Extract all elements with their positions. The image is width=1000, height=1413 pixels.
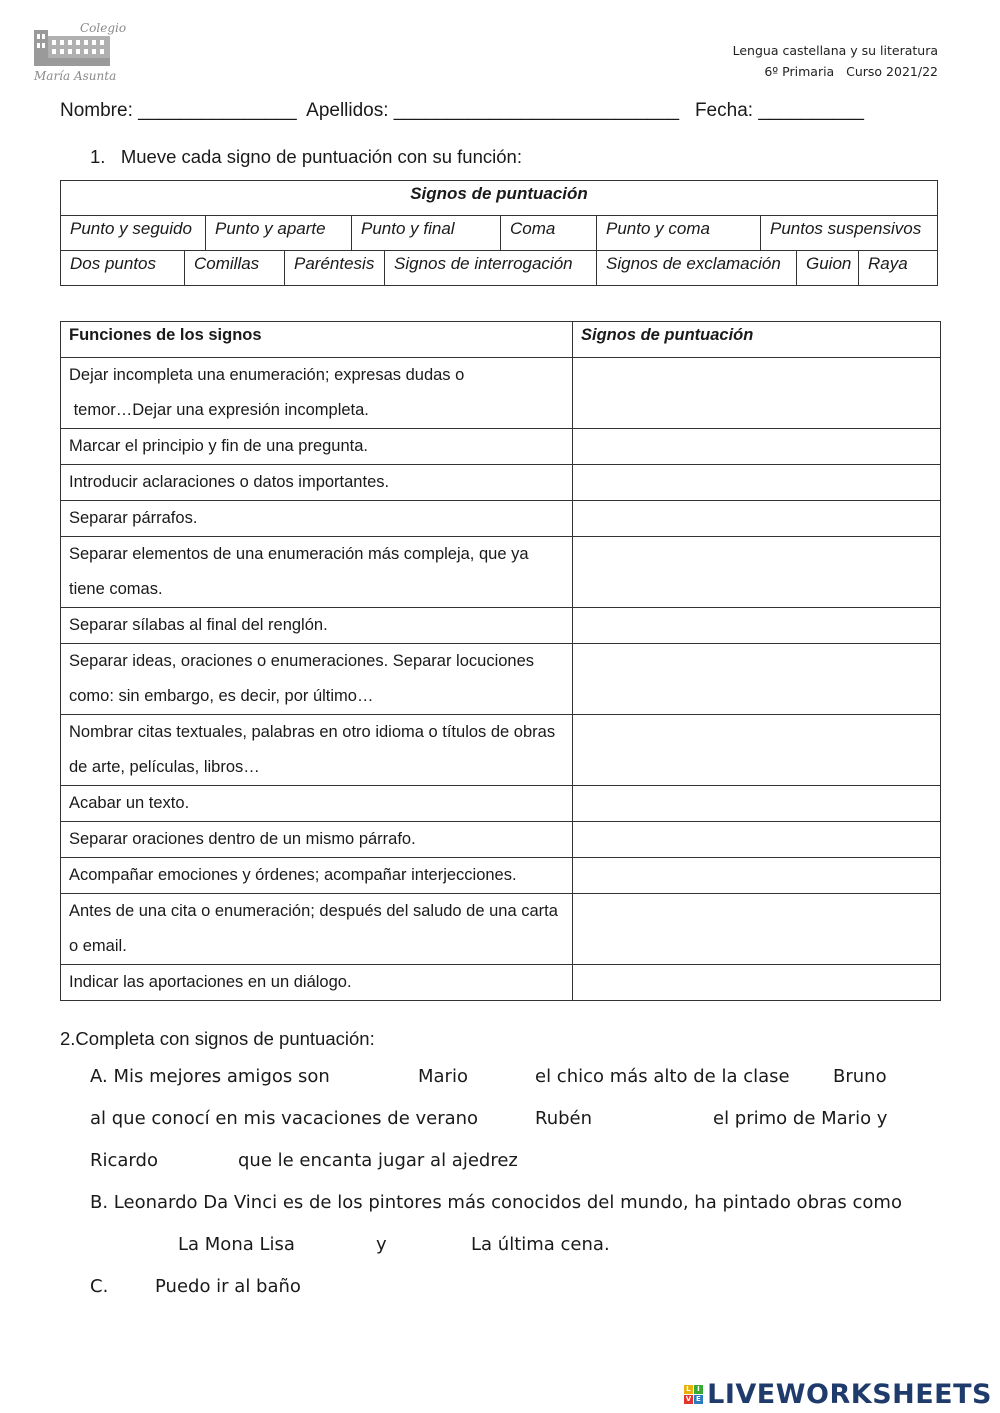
- sign-drop-target[interactable]: [573, 501, 941, 537]
- function-text: Separar ideas, oraciones o enumeraciones. Separar locuciones como: sin embargo, es decir, por último…: [61, 644, 573, 715]
- sign-chip[interactable]: Paréntesis: [285, 251, 385, 286]
- function-text: Antes de una cita o enumeración; después del saludo de una carta o email.: [61, 894, 573, 965]
- table-row: [61, 715, 941, 786]
- sign-chip[interactable]: Signos de interrogación: [385, 251, 597, 286]
- signs-bank-table: [60, 180, 938, 286]
- table-row: [61, 644, 941, 715]
- exercise-a-text: que le encanta jugar al ajedrez: [238, 1150, 518, 1171]
- sign-chip[interactable]: Punto y final: [352, 216, 501, 250]
- function-text: Introducir aclaraciones o datos importantes.: [61, 465, 573, 501]
- sign-drop-target[interactable]: [573, 465, 941, 501]
- exercise-a-text: al que conocí en mis vacaciones de verano: [90, 1108, 479, 1129]
- question-1-title: 1. Mueve cada signo de puntuación con su función:: [90, 146, 522, 167]
- table-row: [61, 358, 941, 429]
- table-row: [61, 858, 941, 894]
- signs-bank-title: Signos de puntuación: [61, 181, 937, 216]
- function-text: Dejar incompleta una enumeración; expresas dudas o temor…Dejar una expresión incompleta.: [61, 358, 573, 429]
- exercise-a-text: el primo de Mario y: [713, 1108, 888, 1129]
- logo-line2: María Asunta: [34, 69, 117, 83]
- liveworksheets-badge-icon: L I V E: [685, 1384, 702, 1403]
- function-text: Separar sílabas al final del renglón.: [61, 608, 573, 644]
- sign-drop-target[interactable]: [573, 608, 941, 644]
- sign-drop-target[interactable]: [573, 429, 941, 465]
- exercise-a-text: Ricardo: [90, 1150, 158, 1171]
- exercise-b-text: La Mona Lisa: [178, 1234, 295, 1255]
- functions-column-header: Funciones de los signos: [61, 322, 573, 358]
- function-text: Acompañar emociones y órdenes; acompañar interjecciones.: [61, 858, 573, 894]
- exercise-b-text: B. Leonardo Da Vinci es de los pintores más conocidos del mundo, ha pintado obras como: [90, 1192, 902, 1213]
- function-text: Separar párrafos.: [61, 501, 573, 537]
- sign-drop-target[interactable]: [573, 965, 941, 1001]
- sign-chip[interactable]: Punto y seguido: [61, 216, 206, 250]
- function-text: Acabar un texto.: [61, 786, 573, 822]
- exercise-b-text: La última cena.: [471, 1234, 610, 1255]
- functions-table-header: [61, 322, 941, 358]
- exercise-c-label: C.: [90, 1276, 109, 1297]
- school-logo: [32, 21, 127, 84]
- table-row: [61, 465, 941, 501]
- question-2-title: 2.Completa con signos de puntuación:: [60, 1028, 375, 1049]
- course-label: 6º Primaria Curso 2021/22: [764, 64, 938, 79]
- table-row: [61, 786, 941, 822]
- student-info-line[interactable]: Nombre: _______________ Apellidos: ___________________________ Fecha: __________: [60, 100, 864, 121]
- function-text: Indicar las aportaciones en un diálogo.: [61, 965, 573, 1001]
- sign-drop-target[interactable]: [573, 822, 941, 858]
- sign-drop-target[interactable]: [573, 715, 941, 786]
- sign-chip[interactable]: Comillas: [185, 251, 285, 286]
- sign-drop-target[interactable]: [573, 537, 941, 608]
- sign-drop-target[interactable]: [573, 894, 941, 965]
- functions-table: [60, 321, 941, 1001]
- sign-drop-target[interactable]: [573, 358, 941, 429]
- sign-chip[interactable]: Punto y coma: [597, 216, 761, 250]
- function-text: Nombrar citas textuales, palabras en otro idioma o títulos de obras de arte, películas, libros…: [61, 715, 573, 786]
- sign-chip[interactable]: Guion: [797, 251, 859, 286]
- table-row: [61, 894, 941, 965]
- liveworksheets-watermark: [684, 1378, 992, 1410]
- exercise-a-text: A. Mis mejores amigos son: [90, 1066, 330, 1087]
- table-row: [61, 429, 941, 465]
- sign-chip[interactable]: Coma: [501, 216, 597, 250]
- function-text: Separar elementos de una enumeración más compleja, que ya tiene comas.: [61, 537, 573, 608]
- exercise-a-text: Mario: [418, 1066, 468, 1087]
- exercise-a-text: Rubén: [535, 1108, 593, 1129]
- sign-chip[interactable]: Raya: [868, 254, 908, 273]
- sign-drop-target[interactable]: [573, 644, 941, 715]
- table-row: [61, 822, 941, 858]
- table-row: [61, 608, 941, 644]
- sign-drop-target[interactable]: [573, 786, 941, 822]
- sign-chip[interactable]: Punto y aparte: [206, 216, 352, 250]
- table-row: [61, 965, 941, 1001]
- header-info: [733, 40, 938, 82]
- table-row: [61, 537, 941, 608]
- sign-chip[interactable]: Puntos suspensivos: [770, 219, 922, 238]
- sign-drop-target[interactable]: [573, 858, 941, 894]
- exercise-c-text: Puedo ir al baño: [155, 1276, 301, 1297]
- exercise-a-text: Bruno: [833, 1066, 887, 1087]
- function-text: Marcar el principio y fin de una pregunta.: [61, 429, 573, 465]
- sign-chip[interactable]: Signos de exclamación: [597, 251, 797, 286]
- exercise-b-text: y: [376, 1234, 387, 1255]
- logo-line1: Colegio: [80, 21, 127, 35]
- signs-bank-row: [61, 251, 937, 286]
- signs-bank-row: [61, 216, 937, 251]
- subject-label: Lengua castellana y su literatura: [732, 43, 938, 58]
- sign-chip[interactable]: Dos puntos: [61, 251, 185, 286]
- function-text: Separar oraciones dentro de un mismo párrafo.: [61, 822, 573, 858]
- table-row: [61, 501, 941, 537]
- exercise-a-text: el chico más alto de la clase: [535, 1066, 790, 1087]
- signs-column-header: Signos de puntuación: [573, 322, 941, 358]
- watermark-text: LIVEWORKSHEETS: [707, 1378, 992, 1410]
